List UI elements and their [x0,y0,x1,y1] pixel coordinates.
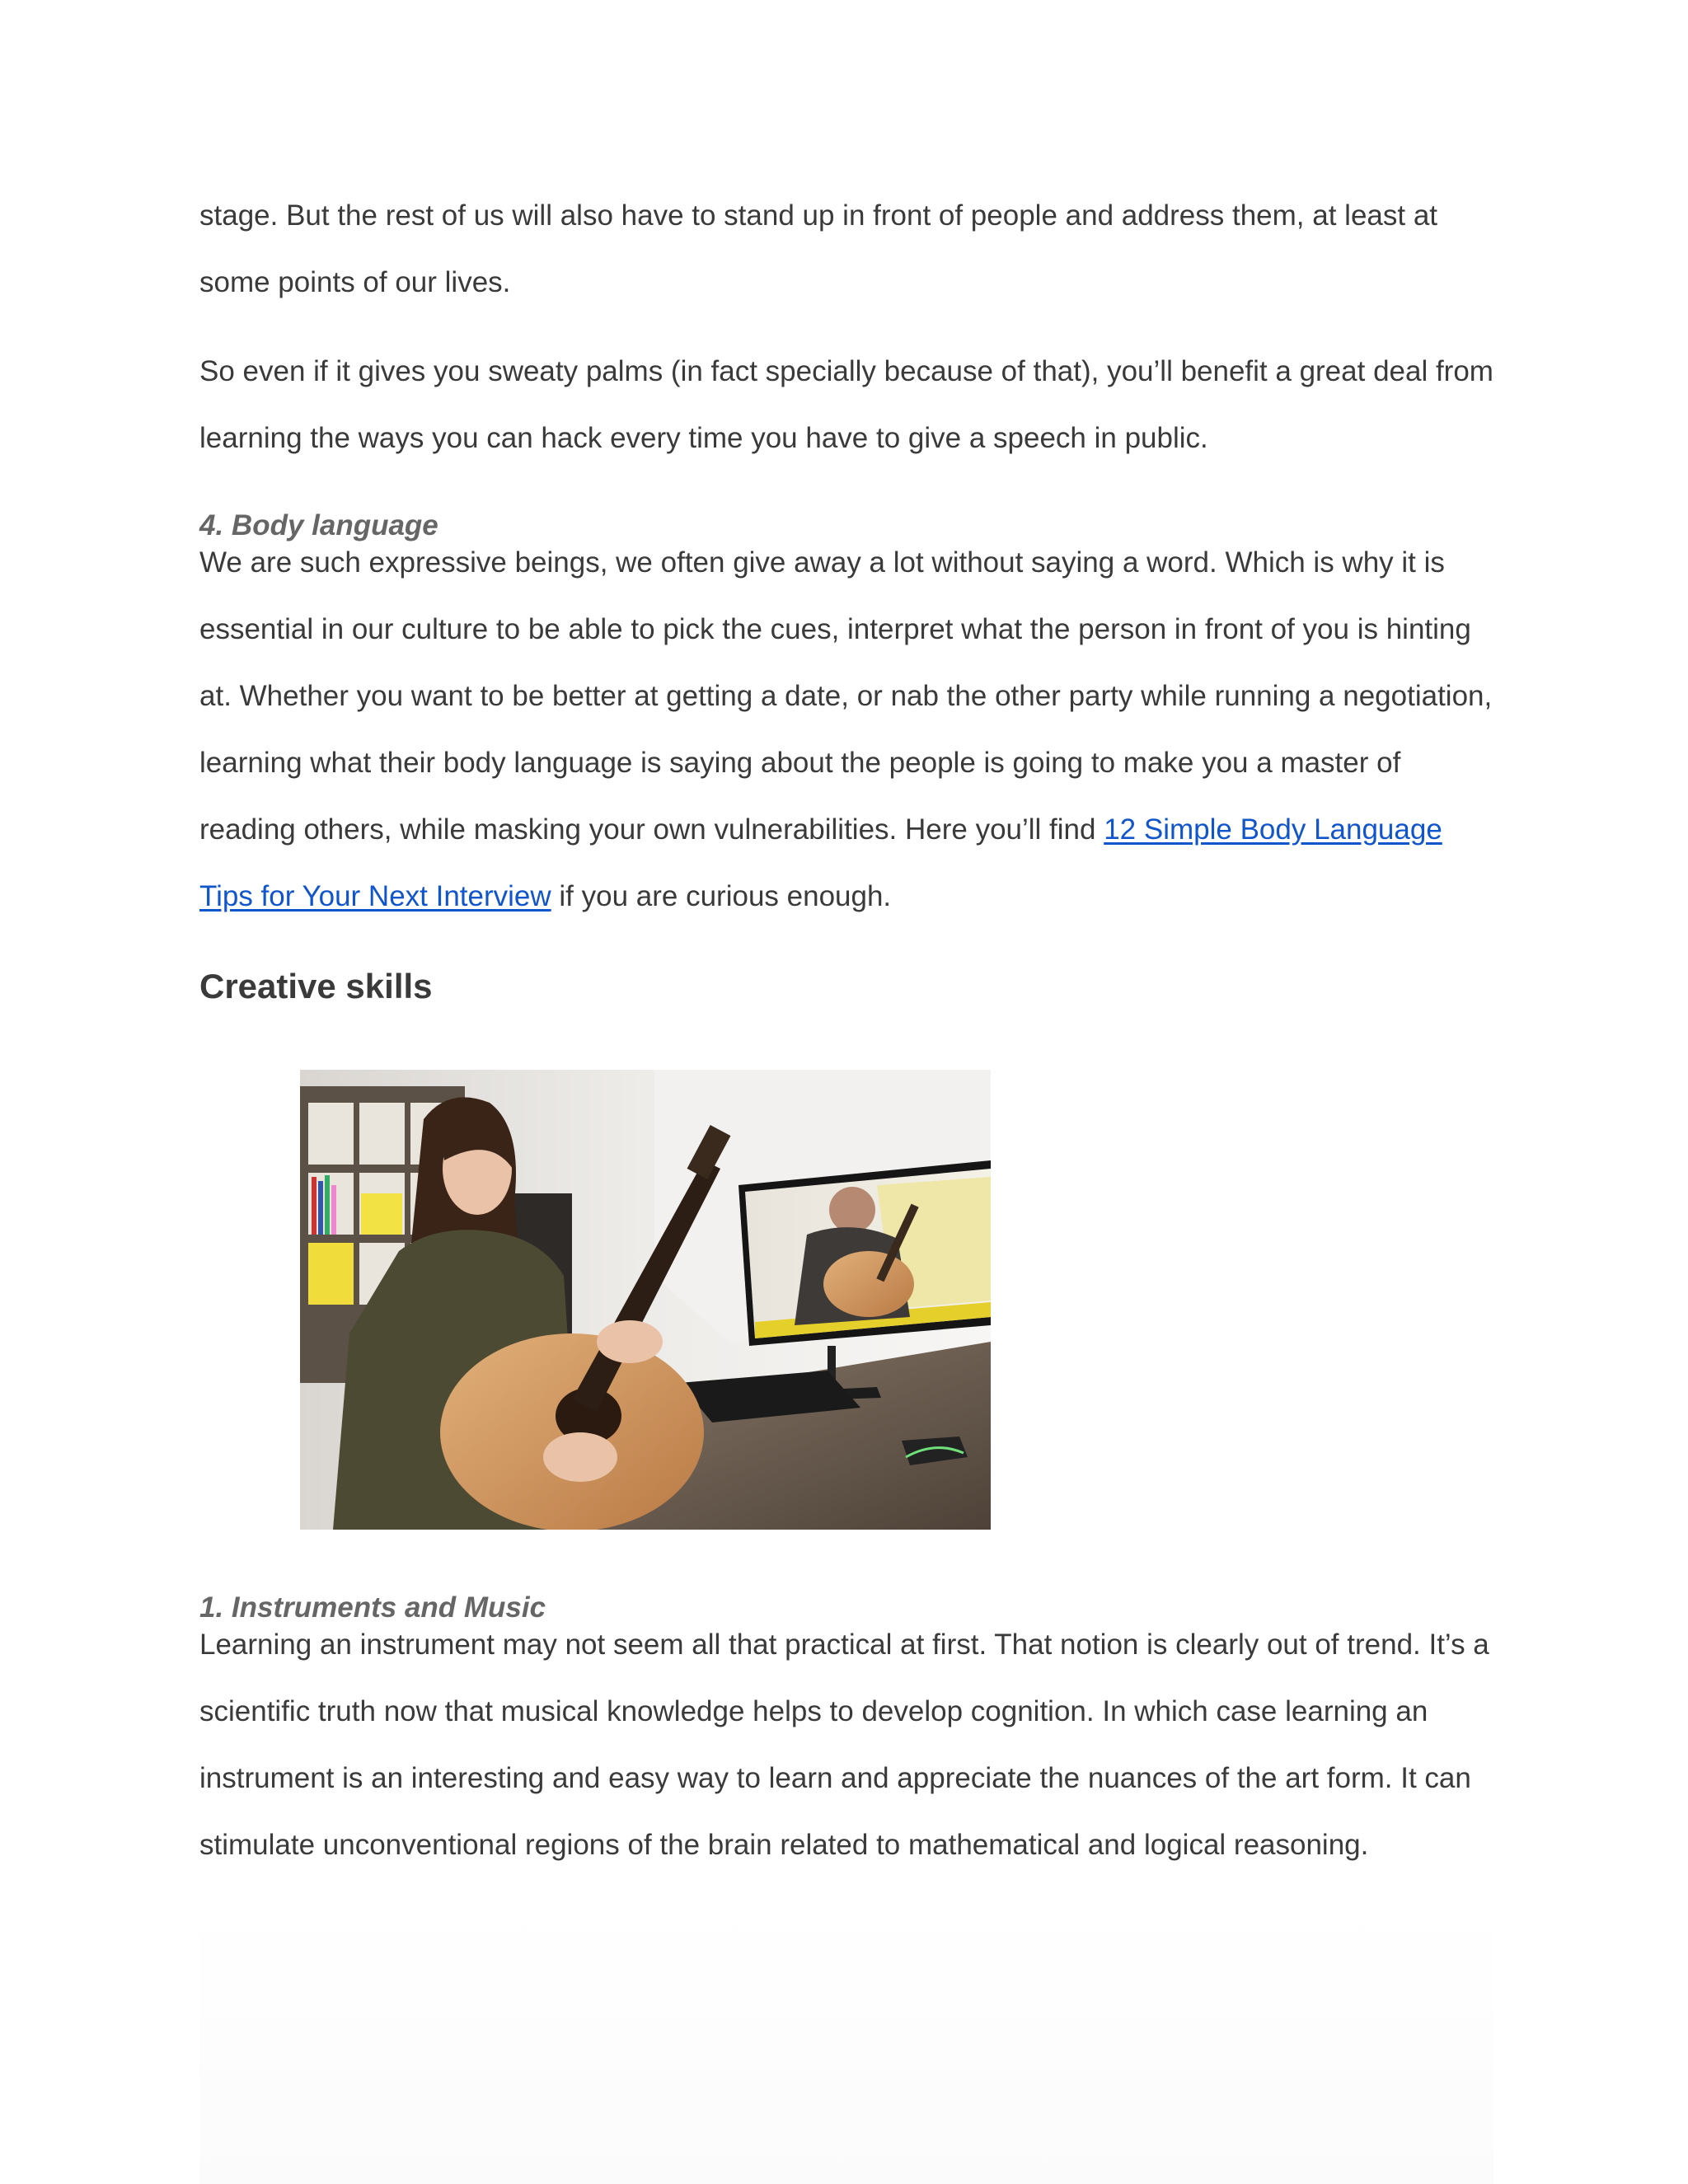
guitar-lesson-photo [300,1070,991,1530]
body-language-text-end: if you are curious enough. [551,880,892,912]
page-bottom-shade [199,1904,1493,2184]
body-language-tips-link[interactable]: 12 Simple Body Language Tips for Your Next Interview [199,813,1442,912]
creative-skills-heading: Creative skills [199,967,433,1005]
instruments-heading: 1. Instruments and Music [199,1591,546,1624]
intro-paragraph-1: stage. But the rest of us will also have to stand up in front of people and address them, at least at some points of our lives. [199,199,1438,298]
instruments-paragraph: Learning an instrument may not seem all that practical at first. That notion is clearly out of trend. It’s a scientific truth now that musical knowledge helps to develop cognition. In which case learning an instrument is an interesting and easy way to learn and appreciate the nuances of the art form. It can stimulate unconventional regions of the brain related to mathematical and logical reasoning. [199,1629,1489,1861]
body-language-paragraph [199,529,1493,930]
intro-paragraph-2: So even if it gives you sweaty palms (in fact specially because of that), you’ll benefit a great deal from learning the ways you can hack every time you have to give a speech in public. [199,355,1493,454]
body-language-heading: 4. Body language [199,509,438,541]
body-language-text: We are such expressive beings, we often give away a lot without saying a word. Which is why it is essential in our culture to be able to pick the cues, interpret what the person in front of you is hinting at. Whether you want to be better at getting a date, or nab the other party while running a negotiation, learning what their body language is saying about the people is going to make you a master of reading others, while masking your own vulnerabilities. Here you’ll find [199,546,1493,846]
